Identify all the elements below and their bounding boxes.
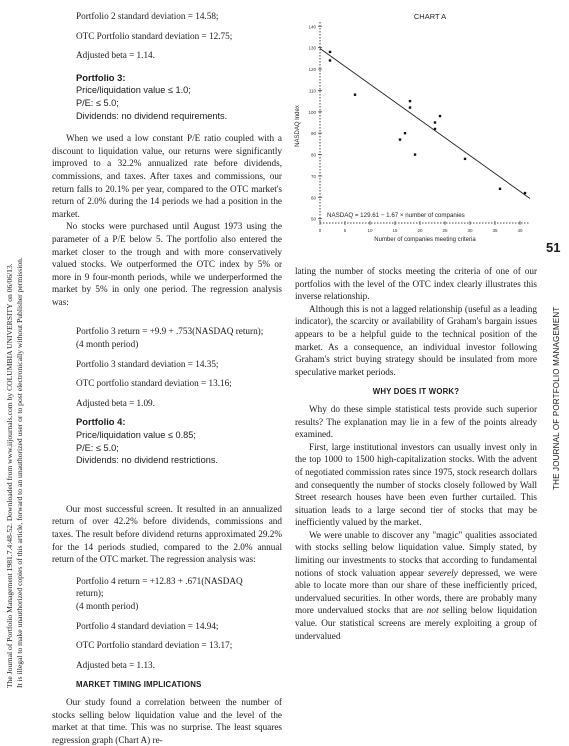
portfolio-3-criteria bbox=[52, 72, 282, 122]
portfolio-4-regression bbox=[52, 575, 282, 672]
data-point bbox=[329, 59, 331, 61]
left-paragraph-2: No stocks were purchased until August 1973 using the parameter of a P/E below 5. The portfolio also entered the market closer to the trough and with more conservatively valued stocks. We outperformed the OTC index by 5% or more in 9 four-month periods, while we underperformed the market by 5% in only one period. The regression analysis was: bbox=[52, 221, 282, 307]
emphasis-not: not bbox=[426, 605, 439, 616]
p3-criterion-2: P/E: ≤ 5.0; bbox=[76, 97, 119, 108]
right-paragraph-1: lating the number of stocks meeting the criteria of one of our portfolios with the level of the OTC index clearly illustrates this inverse relationship. bbox=[295, 266, 537, 302]
data-point bbox=[439, 115, 441, 117]
x-tick-label: 0 bbox=[318, 228, 322, 233]
y-tick-label: 90 bbox=[310, 131, 316, 137]
p4-criterion-1: Price/liquidation value ≤ 0.85; bbox=[76, 430, 196, 441]
x-tick-label: 35 bbox=[492, 228, 498, 233]
portfolio-3-regression bbox=[52, 325, 282, 409]
y-tick-label: 70 bbox=[310, 173, 316, 179]
data-point bbox=[404, 132, 406, 134]
data-point bbox=[409, 100, 411, 102]
data-point bbox=[434, 128, 436, 130]
y-tick-label: 50 bbox=[310, 216, 316, 222]
x-axis-label: Number of companies meeting criteria bbox=[374, 237, 476, 243]
journal-name: THE JOURNAL OF PORTFOLIO MANAGEMENT bbox=[552, 306, 561, 490]
p3-equation: Portfolio 3 return = +9.9 + .753(NASDAQ return); bbox=[76, 326, 264, 337]
emphasis-severely: severely bbox=[428, 567, 458, 578]
x-tick-label: 40 bbox=[517, 228, 523, 233]
y-axis-label: NASDAQ Index bbox=[295, 105, 301, 147]
p2-otc-std: OTC Portfolio standard deviation = 12.75; bbox=[76, 30, 233, 41]
x-tick-label: 20 bbox=[417, 228, 423, 233]
p4-criterion-3: Dividends: no dividend restrictions. bbox=[76, 455, 218, 466]
portfolio-4-criteria bbox=[52, 416, 282, 466]
left-paragraph-4: Our study found a correlation between the number of stocks selling below liquidation value and the level of the market at that time. This was no surprise. The least squares regression graph (Chart A) re- bbox=[52, 696, 282, 745]
x-tick-label: 25 bbox=[442, 228, 448, 233]
right-paragraph-5-part-a: We were unable to discover any "magic" qualities associated with stocks selling below liquidation value. Simply stated, by limiting our investments to stocks that according to fundamental notions of stock valuation appear bbox=[295, 529, 537, 578]
right-paragraph-4: First, large institutional investors can usually invest only in the top 1000 to 1500 high-capitalization stocks. With the advent of negotiated commission rates since 1975, stock research dollars and consequently the number of stocks closely followed by Wall Street research houses have been even further curtailed. This situation leads to a large second tier of stocks that may be inefficiently valued by the market. bbox=[295, 441, 537, 528]
data-point bbox=[399, 138, 401, 140]
y-tick-label: 60 bbox=[310, 195, 316, 201]
section-heading-why-it-works: WHY DOES IT WORK? bbox=[372, 387, 460, 397]
y-tick-label: 140 bbox=[308, 24, 316, 30]
p4-equation: Portfolio 4 return = +12.83 + .671(NASDAQ bbox=[76, 575, 243, 586]
journal-name-vertical bbox=[550, 222, 566, 492]
data-point bbox=[434, 121, 436, 123]
p2-std: Portfolio 2 standard deviation = 14.58; bbox=[76, 11, 219, 21]
copyright-side-note bbox=[1, 140, 27, 700]
right-paragraph-5-part-b: depressed, we were able to locate more than our share of these inefficiently priced, undervalued securities. In other words, there are probably many more undervalued stocks that are bbox=[295, 567, 537, 616]
y-tick-label: 110 bbox=[308, 88, 316, 94]
x-tick-label: 5 bbox=[343, 228, 347, 233]
right-paragraph-5 bbox=[295, 529, 537, 642]
p4-otc-std: OTC Portfolio standard deviation = 13.17; bbox=[76, 640, 233, 651]
p4-beta: Adjusted beta = 1.13. bbox=[76, 659, 155, 670]
y-tick-label: 120 bbox=[308, 67, 316, 73]
p4-equation-period: (4 month period) bbox=[76, 600, 139, 611]
data-point bbox=[409, 106, 411, 108]
p3-criterion-1: Price/liquidation value ≤ 1.0; bbox=[76, 85, 191, 96]
right-column bbox=[295, 265, 537, 642]
p4-title: Portfolio 4: bbox=[76, 416, 126, 428]
regression-equation: NASDAQ = 129.61 − 1.67 × number of companies bbox=[327, 212, 465, 219]
p3-title: Portfolio 3: bbox=[76, 71, 126, 83]
p3-std: Portfolio 3 standard deviation = 14.35; bbox=[76, 358, 219, 369]
p4-std: Portfolio 4 standard deviation = 14.94; bbox=[76, 620, 219, 631]
data-point bbox=[499, 188, 501, 190]
data-point bbox=[354, 94, 356, 96]
p3-otc-std: OTC portfolio standard deviation = 13.16; bbox=[76, 378, 232, 389]
p3-criterion-3: Dividends: no dividend requirements. bbox=[76, 110, 228, 121]
y-tick-label: 80 bbox=[310, 152, 316, 158]
x-tick-label: 30 bbox=[467, 228, 473, 233]
x-tick-label: 15 bbox=[392, 228, 398, 233]
right-paragraph-3: Why do these simple statistical tests provide such superior results? The explanation may lie in a few of the points already examined. bbox=[295, 403, 537, 440]
right-paragraph-2: Although this is not a lagged relationship (useful as a leading indicator), the scarcity or availability of Graham's bargain issues appears to be a helpful guide to the technical position of the market. As a consequence, an individual investor following Graham's strict buying strategy should be insulated from more speculative market periods. bbox=[295, 303, 537, 377]
data-point bbox=[464, 158, 466, 160]
data-point bbox=[414, 153, 416, 155]
chart-title: CHART A bbox=[413, 12, 447, 21]
right-paragraph-5-part-c: selling below liquidation value. Our statistical screens are merely exploiting a group of undervalued bbox=[295, 605, 538, 641]
section-heading-market-timing: MARKET TIMING IMPLICATIONS bbox=[76, 680, 202, 690]
regression-line bbox=[320, 48, 530, 198]
chart-a bbox=[290, 8, 542, 256]
page-number: 51 bbox=[546, 240, 561, 255]
left-column bbox=[52, 8, 282, 746]
p4-equation-cont: return); bbox=[76, 588, 104, 599]
chart-a-svg bbox=[290, 8, 542, 256]
x-tick-label: 10 bbox=[367, 228, 373, 233]
p4-criterion-2: P/E: ≤ 5.0; bbox=[76, 442, 119, 453]
p3-equation-period: (4 month period) bbox=[76, 339, 139, 350]
p3-beta: Adjusted beta = 1.09. bbox=[76, 397, 155, 408]
data-point bbox=[524, 192, 526, 194]
portfolio-2-stats bbox=[52, 10, 282, 62]
left-paragraph-3: Our most successful screen. It resulted in an annualized return of over 42.2% before dividends, commissions and taxes. The result before dividend returns approximated 29.2% for the 14 periods studied, compared to the 2.0% annual return of the OTC market. The regression analysis was: bbox=[52, 503, 282, 565]
side-note-line-2: It is illegal to make unauthorized copies of this article, forward to an unauthorized user or to post electronically without Publisher permission. bbox=[15, 257, 24, 688]
y-tick-label: 130 bbox=[308, 45, 316, 51]
p2-beta: Adjusted beta = 1.14. bbox=[76, 50, 155, 61]
left-paragraph-1: When we used a low constant P/E ratio coupled with a discount to liquidation value, our returns were significantly improved to a 32.2% annualized rate before dividends, commissions, and taxes. After taxes and commissions, our return falls to 20.1% per year, compared to the OTC market's return of 2.0% during the 14 periods we had a position in the market. bbox=[52, 133, 282, 219]
data-point bbox=[329, 51, 331, 53]
side-note-line-1: The Journal of Portfolio Management 1981.7.4:48-52. Downloaded from www.iijournals.com by COLUMBIA UNIVERSITY on 06/06/13. bbox=[5, 263, 14, 688]
y-tick-label: 100 bbox=[308, 109, 316, 115]
